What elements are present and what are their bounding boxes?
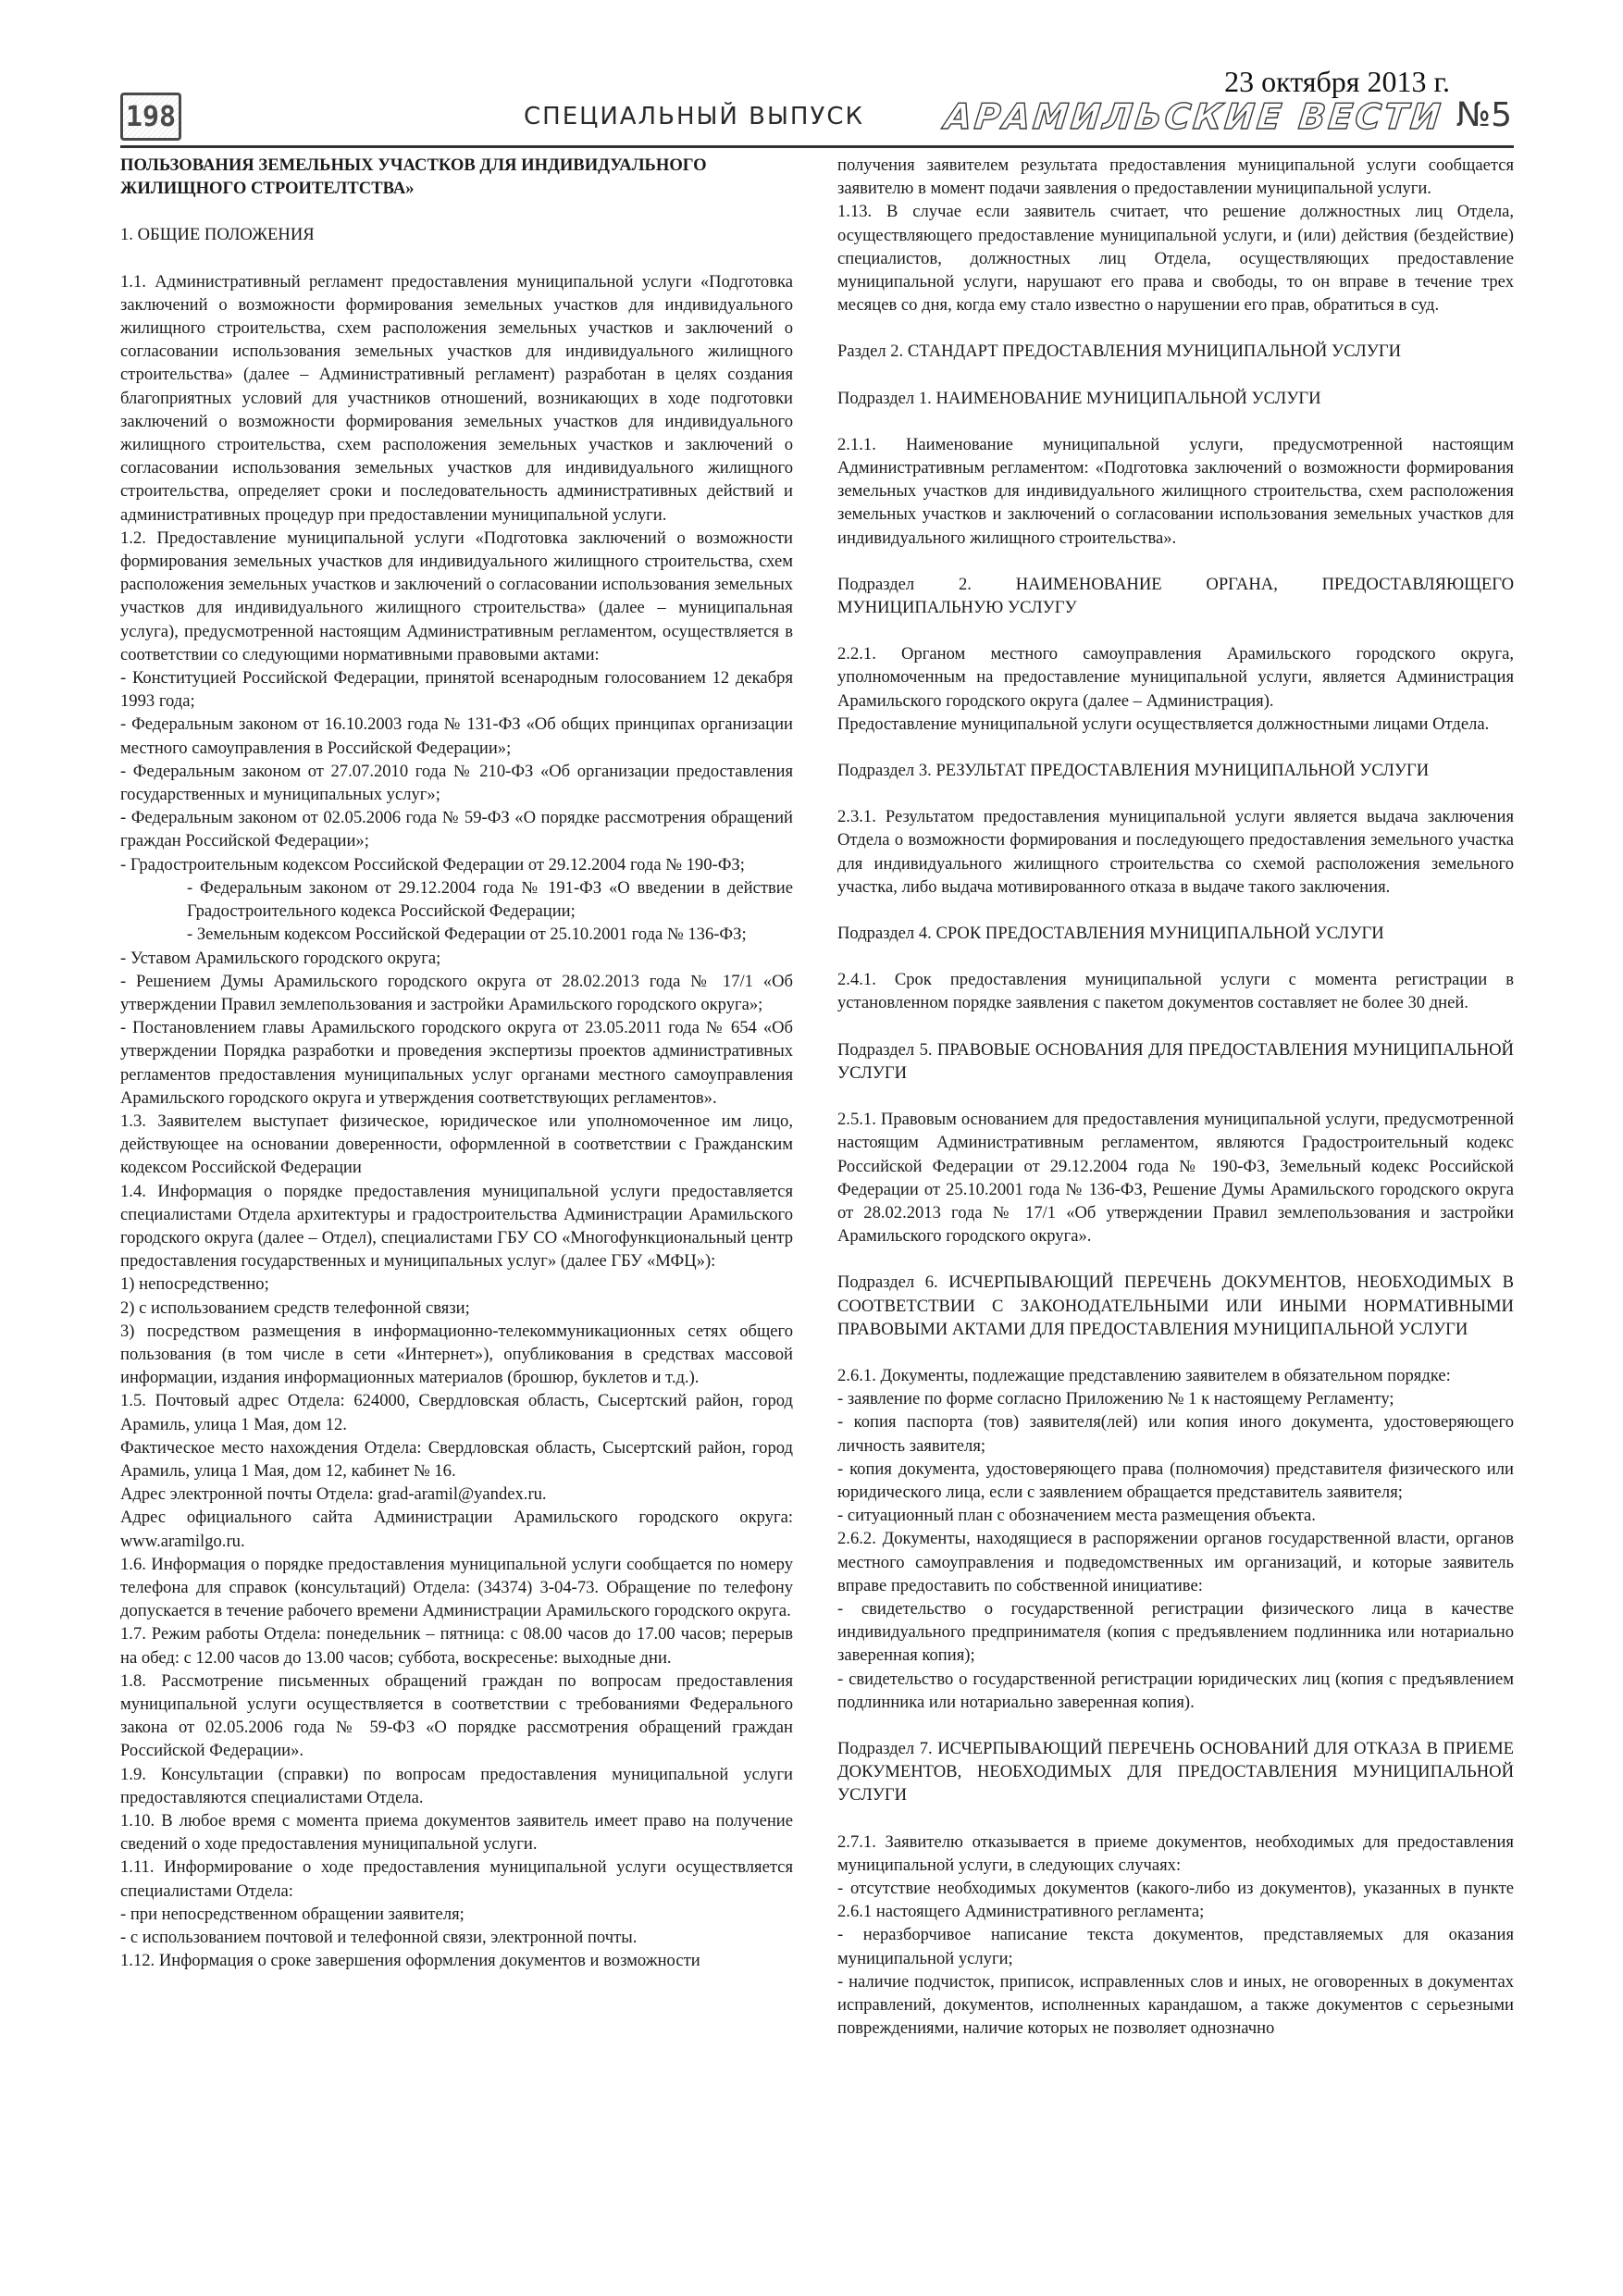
paragraph: Предоставление муниципальной услуги осуществляется должностными лицами Отдела.	[837, 714, 1490, 734]
email-line: Адрес электронной почты Отдела: grad-aramil@yandex.ru.	[120, 1484, 547, 1505]
subsection-heading: Подраздел 4. СРОК ПРЕДОСТАВЛЕНИЯ МУНИЦИПАЛЬНОЙ УСЛУГИ	[837, 924, 1384, 944]
paragraph: 1.8. Рассмотрение письменных обращений граждан по вопросам предоставления муниципальной услуги осуществляется в соответствии с требованиями Федерального закона от 02.05.2006 года № 59-ФЗ «О порядке рассмотрения обращений граждан Российской Федерации».	[120, 1670, 793, 1761]
paragraph: 2.5.1. Правовым основанием для предоставления муниципальной услуги, предусмотренной настоящим Административным регламентом, являются Градостроительный кодекс Российской Федерации от 29.12.2004 года № 190-ФЗ, Земельный кодекс Российской Федерации от 25.10.2001 года № 136-ФЗ, Решение Думы Арамильского городского округа от 28.02.2013 года № 17/1 «Об утверждении Правил землепользования и застройки Арамильского городского округа».	[837, 1110, 1514, 1247]
paragraph: 2.3.1. Результатом предоставления муниципальной услуги является выдача заключения Отдела о возможности формирования и последующего предоставления земельного участка для индивидуального жилищного строительства со схемой расположения земельного участка, либо выдача мотивированного отказа в выдаче такого заключения.	[837, 807, 1514, 897]
paragraph: 2.1.1. Наименование муниципальной услуги, предусмотренной настоящим Административным регламентом: «Подготовка заключений о возможности формирования земельных участков для индивидуального жилищного строительства, схем расположения земельных участков и заключений о согласовании использования земельных участков для индивидуального жилищного строительства».	[837, 434, 1514, 548]
paragraph: 2.6.1. Документы, подлежащие представлению заявителем в обязательном порядке:	[837, 1365, 1451, 1385]
paragraph: Фактическое место нахождения Отдела: Свердловская область, Сысертский район, город Арамиль, улица 1 Мая, дом 12, кабинет № 16.	[120, 1437, 793, 1481]
list-item: - свидетельство о государственной регистрации юридических лиц (копия с предъявлением подлинника или нотариально заверенная копия).	[837, 1669, 1514, 1712]
list-item: 3) посредством размещения в информационно-телекоммуникационных сетях общего пользования (в том числе в сети «Интернет»), опубликования в средствах массовой информации, издания информационных материалов (брошюр, буклетов и т.д.).	[120, 1321, 793, 1388]
subsection-heading: Подраздел 6. ИСЧЕРПЫВАЮЩИЙ ПЕРЕЧЕНЬ ДОКУМЕНТОВ, НЕОБХОДИМЫХ В СООТВЕТСТВИИ С ЗАКОНОДАТЕЛЬНЫМИ ИЛИ ИНЫМИ НОРМАТИВНЫМИ ПРАВОВЫМИ АКТАМИ ДЛЯ ПРЕДОСТАВЛЕНИЯ МУНИЦИПАЛЬНОЙ УСЛУГИ	[837, 1272, 1514, 1339]
list-item: - свидетельство о государственной регистрации физического лица в качестве индивидуального предпринимателя (копия с предъявлением подлинника или нотариально заверенная копия);	[837, 1598, 1514, 1666]
header-rule	[120, 145, 1514, 148]
list-item: 1) непосредственно;	[120, 1274, 269, 1295]
issue-number: №5	[1456, 96, 1512, 134]
list-item: - отсутствие необходимых документов (какого-либо из документов), указанных в пункте 2.6.1 настоящего Административного регламента;	[837, 1878, 1514, 1922]
list-item: - наличие подчисток, приписок, исправленных слов и иных, не оговоренных в документах исправлений, документов, исполненных карандашом, а также документов с серьезными повреждениями, наличие которых не позволяет однозначно	[837, 1971, 1514, 2039]
list-item: - Федеральным законом от 29.12.2004 года № 191-ФЗ «О введении в действие Градостроительного кодекса Российской Федерации;	[187, 877, 793, 922]
list-item: - Конституцией Российской Федерации, принятой всенародным голосованием 12 декабря 1993 года;	[120, 668, 793, 712]
paragraph: 1.10. В любое время с момента приема документов заявитель имеет право на получение сведений о ходе предоставления муниципальной услуги.	[120, 1811, 793, 1855]
list-item: - с использованием почтовой и телефонной связи, электронной почты.	[120, 1928, 638, 1948]
subsection-heading: Подраздел 3. РЕЗУЛЬТАТ ПРЕДОСТАВЛЕНИЯ МУНИЦИПАЛЬНОЙ УСЛУГИ	[837, 761, 1430, 781]
page-number-badge: 198	[120, 93, 181, 141]
issue-date: 23 октября 2013 г.	[1224, 65, 1450, 98]
list-item: - заявление по форме согласно Приложению № 1 к настоящему Регламенту;	[837, 1389, 1394, 1409]
issue-label: СПЕЦИАЛЬНЫЙ ВЫПУСК	[524, 103, 864, 130]
section-heading: Раздел 2. СТАНДАРТ ПРЕДОСТАВЛЕНИЯ МУНИЦИПАЛЬНОЙ УСЛУГИ	[837, 341, 1402, 362]
list-item: - неразборчивое написание текста документов, представляемых для оказания муниципальной услуги;	[837, 1925, 1514, 1968]
paragraph: 2.4.1. Срок предоставления муниципальной услуги с момента регистрации в установленном порядке заявления с пакетом документов составляет не более 30 дней.	[837, 970, 1514, 1013]
paragraph: 1.7. Режим работы Отдела: понедельник – пятница: с 08.00 часов до 17.00 часов; перерыв на обед: с 12.00 часов до 13.00 часов; суббота, воскресенье: выходные дни.	[120, 1624, 793, 1668]
paragraph: 2.2.1. Органом местного самоуправления Арамильского городского округа, уполномоченным на предоставление муниципальной услуги, является Администрация Арамильского городского округа (далее – Администрация).	[837, 644, 1514, 711]
list-item: - Федеральным законом от 16.10.2003 года № 131-ФЗ «Об общих принципах организации местного самоуправления в Российской Федерации»;	[120, 714, 793, 758]
paragraph: 1.5. Почтовый адрес Отдела: 624000, Свердловская область, Сысертский район, город Арамиль, улица 1 Мая, дом 12.	[120, 1391, 793, 1434]
paragraph: 1.6. Информация о порядке предоставления муниципальной услуги сообщается по номеру телефона для справок (консультаций) Отдела: (34374) 3-04-73. Обращение по телефону допускается в течение рабочего времени Администрации Арамильского городского округа.	[120, 1554, 793, 1621]
right-column	[837, 154, 1514, 2208]
list-item: - копия паспорта (тов) заявителя(лей) или копия иного документа, удостоверяющего личность заявителя;	[837, 1412, 1514, 1456]
subsection-heading: Подраздел 5. ПРАВОВЫЕ ОСНОВАНИЯ ДЛЯ ПРЕДОСТАВЛЕНИЯ МУНИЦИПАЛЬНОЙ УСЛУГИ	[837, 1039, 1514, 1083]
list-item: - при непосредственном обращении заявителя;	[120, 1904, 465, 1924]
paragraph: получения заявителем результата предоставления муниципальной услуги сообщается заявителю в момент подачи заявления о предоставлении муниципальной услуги.	[837, 155, 1514, 199]
list-item: - Постановлением главы Арамильского городского округа от 23.05.2011 года № 654 «Об утверждении Порядка разработки и проведения экспертизы проектов административных регламентов предоставления муниципальных услуг органами местного самоуправления Арамильского городского округа и утверждения соответствующих регламентов».	[120, 1018, 793, 1108]
section-title: ПОЛЬЗОВАНИЯ ЗЕМЕЛЬНЫХ УЧАСТКОВ ДЛЯ ИНДИВИДУАЛЬНОГО ЖИЛИЩНОГО СТРОИТЕЛТСТВА»	[120, 155, 707, 199]
paragraph: 2.6.2. Документы, находящиеся в распоряжении органов государственной власти, органов местного самоуправления и подведомственных им организаций, и которые заявитель вправе предоставить по собственной инициативе:	[837, 1529, 1514, 1595]
list-item: - копия документа, удостоверяющего права (полномочия) представителя физического или юридического лица, если с заявлением обращается представитель заявителя;	[837, 1458, 1514, 1502]
list-item: - Земельным кодексом Российской Федерации от 25.10.2001 года № 136-ФЗ;	[187, 925, 747, 945]
subsection-heading: Подраздел 2. НАИМЕНОВАНИЕ ОРГАНА, ПРЕДОСТАВЛЯЮЩЕГО МУНИЦИПАЛЬНУЮ УСЛУГУ	[837, 574, 1514, 618]
paragraph: 1.4. Информация о порядке предоставления муниципальной услуги предоставляется специалистами Отдела архитектуры и градостроительства Администрации Арамильского городского округа (далее – Отдел), специалистами ГБУ СО «Многофункциональный центр предоставления государственных и муниципальных услуг» (далее ГБУ «МФЦ»):	[120, 1181, 793, 1272]
list-item: - Градостроительным кодексом Российской Федерации от 29.12.2004 года № 190-ФЗ;	[120, 854, 745, 875]
subsection-heading: Подраздел 1. НАИМЕНОВАНИЕ МУНИЦИПАЛЬНОЙ УСЛУГИ	[837, 388, 1321, 408]
list-item: 2) с использованием средств телефонной связи;	[120, 1297, 470, 1318]
paragraph: 1.12. Информация о сроке завершения оформления документов и возможности	[120, 1951, 700, 1971]
list-item: - Федеральным законом от 27.07.2010 года № 210-ФЗ «Об организации предоставления государственных и муниципальных услуг»;	[120, 761, 793, 805]
paragraph: 1.13. В случае если заявитель считает, что решение должностных лиц Отдела, осуществляющего предоставление муниципальной услуги, и (или) действия (бездействие) специалистов, должностных лиц Отдела, осуществляющих предоставление муниципальной услуги, нарушают его права и свободы, то он вправе в течение трех месяцев со дня, когда ему стало известно о нарушении его прав, обратиться в суд.	[837, 202, 1514, 316]
newspaper-logo: АРАМИЛЬСКИЕ ВЕСТИ	[942, 96, 1445, 137]
list-item: - Уставом Арамильского городского округа;	[120, 948, 441, 968]
section-heading: 1. ОБЩИЕ ПОЛОЖЕНИЯ	[120, 225, 315, 245]
paragraph: 2.7.1. Заявителю отказывается в приеме документов, необходимых для предоставления муниципальной услуги, в следующих случаях:	[837, 1831, 1514, 1875]
paragraph: 1.11. Информирование о ходе предоставления муниципальной услуги осуществляется специалистами Отдела:	[120, 1857, 793, 1901]
paragraph: 1.1. Административный регламент предоставления муниципальной услуги «Подготовка заключений о возможности формирования земельных участков для индивидуального жилищного строительства, схем расположения земельных участков и заключений о согласовании использования земельных участков для индивидуального жилищного строительства» (далее – Административный регламент) разработан в целях создания благоприятных условий для участников отношений, возникающих в ходе подготовки заключений о возможности формирования земельных участков для индивидуального жилищного строительства, схем расположения земельных участков и заключений о согласовании использования земельных участков для индивидуального жилищного строительства, определяет сроки и последовательность административных действий и административных процедур при предоставлении муниципальной услуги.	[120, 271, 793, 525]
subsection-heading: Подраздел 7. ИСЧЕРПЫВАЮЩИЙ ПЕРЕЧЕНЬ ОСНОВАНИЙ ДЛЯ ОТКАЗА В ПРИЕМЕ ДОКУМЕНТОВ, НЕОБХОДИМЫХ ДЛЯ ПРЕДОСТАВЛЕНИЯ МУНИЦИПАЛЬНОЙ УСЛУГИ	[837, 1738, 1514, 1806]
list-item: - Решением Думы Арамильского городского округа от 28.02.2013 года № 17/1 «Об утверждении Правил землепользования и застройки Арамильского городского округа»;	[120, 971, 793, 1014]
paragraph: 1.2. Предоставление муниципальной услуги «Подготовка заключений о возможности формирования земельных участков для индивидуального жилищного строительства, схем расположения земельных участков и заключений о согласовании использования земельных участков для индивидуального жилищного строительства» (далее – муниципальная услуга), предусмотренной настоящим Административным регламентом, осуществляется в соответствии со следующими нормативными правовыми актами:	[120, 527, 793, 664]
left-column	[120, 154, 793, 2208]
paragraph: 1.9. Консультации (справки) по вопросам предоставления муниципальной услуги предоставляются специалистами Отдела.	[120, 1764, 793, 1807]
list-item: - Федеральным законом от 02.05.2006 года № 59-ФЗ «О порядке рассмотрения обращений граждан Российской Федерации»;	[120, 808, 793, 851]
list-item: - ситуационный план с обозначением места размещения объекта.	[837, 1506, 1316, 1526]
website-line: Адрес официального сайта Администрации Арамильского городского округа: www.aramilgo.ru.	[120, 1508, 793, 1551]
paragraph: 1.3. Заявителем выступает физическое, юридическое или уполномоченное им лицо, действующее на основании доверенности, оформленной в соответствии с Гражданским кодексом Российской Федерации	[120, 1111, 793, 1178]
